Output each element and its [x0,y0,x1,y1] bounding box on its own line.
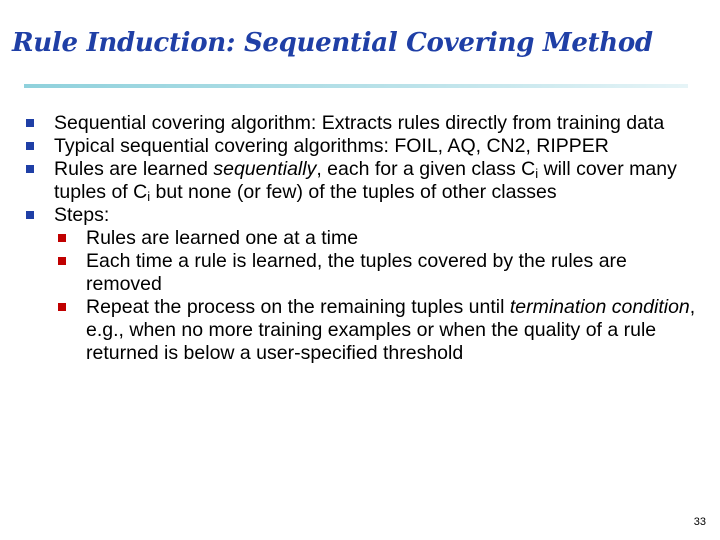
square-bullet-icon [58,303,66,311]
bullet-text [54,158,677,203]
bullet-item [0,158,704,204]
text-run: Repeat the process on the remaining tuples until [86,296,510,318]
square-bullet-icon [26,211,34,219]
bullet-item [0,112,704,135]
bullet-item [0,135,704,158]
emphasis-text: termination condition [509,296,690,318]
bullet-text: Sequential covering algorithm: Extracts rules directly from training data [54,112,665,134]
sub-bullet-text: Each time a rule is learned, the tuples covered by the rules are removed [86,250,627,295]
text-run: Rules are learned [54,158,214,180]
bullet-item [0,204,704,227]
subscript: i [535,166,539,181]
sub-bullet-item [0,296,704,365]
text-run: will cover many tuples of C [54,158,677,203]
emphasis-text: sequentially [213,158,317,180]
subscript: i [147,189,151,204]
page-number: 33 [693,516,706,528]
sub-bullet-item [0,250,704,296]
text-run: , each for a given class C [316,158,536,180]
square-bullet-icon [58,257,66,265]
square-bullet-icon [26,165,34,173]
sub-bullet-text: Rules are learned one at a time [86,227,359,249]
bullet-text: Typical sequential covering algorithms: FOIL, AQ, CN2, RIPPER [54,135,609,157]
sub-bullet-text [86,296,695,364]
sub-bullet-item [0,227,704,250]
square-bullet-icon [26,119,34,127]
slide-title: Rule Induction: Sequential Covering Method [12,28,653,58]
square-bullet-icon [26,142,34,150]
title-underline [24,84,688,88]
text-run: but none (or few) of the tuples of other classes [150,181,557,203]
square-bullet-icon [58,234,66,242]
bullet-list [0,112,720,365]
text-run: , e.g., when no more training examples or when the quality of a rule returned is below a user-specified threshold [86,296,696,364]
bullet-text: Steps: [54,204,110,226]
